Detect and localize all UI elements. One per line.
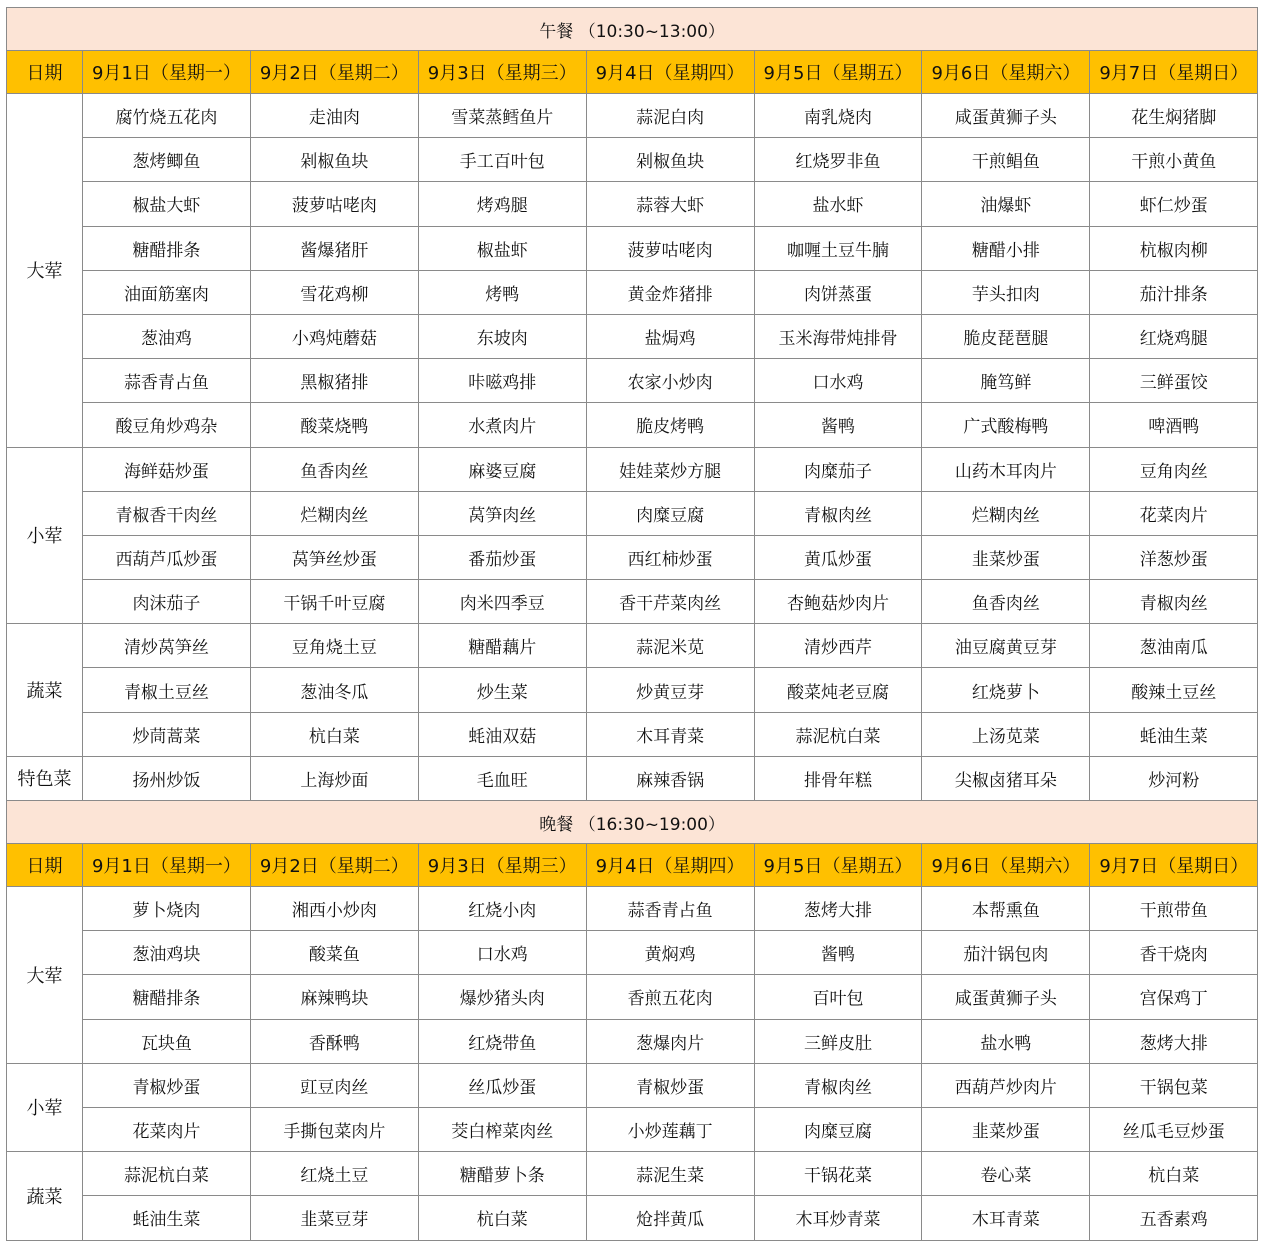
dish-cell: 走油肉 (250, 94, 418, 138)
dish-cell: 芋头扣肉 (922, 270, 1090, 314)
dish-cell: 肉糜豆腐 (586, 491, 754, 535)
category-label: 大荤 (7, 887, 83, 1064)
dish-cell: 蚝油双菇 (418, 712, 586, 756)
dish-cell: 红烧小肉 (418, 887, 586, 931)
dish-cell: 腌笃鲜 (922, 359, 1090, 403)
dish-cell: 咸蛋黄狮子头 (922, 975, 1090, 1019)
dish-row (7, 756, 1258, 800)
dish-cell: 五香素鸡 (1090, 1196, 1258, 1240)
dish-cell: 剁椒鱼块 (250, 138, 418, 182)
dish-cell: 蒜香青占鱼 (586, 887, 754, 931)
dish-cell: 盐焗鸡 (586, 314, 754, 358)
dish-cell: 三鲜蛋饺 (1090, 359, 1258, 403)
dish-cell: 咖喱土豆牛腩 (754, 226, 922, 270)
dish-cell: 丝瓜毛豆炒蛋 (1090, 1107, 1258, 1151)
dish-row (7, 94, 1258, 138)
dinner-header-row (7, 844, 1258, 887)
dish-cell: 排骨年糕 (754, 756, 922, 800)
lunch-header-row (7, 51, 1258, 94)
dish-cell: 酱鸭 (754, 931, 922, 975)
dish-cell: 炒生菜 (418, 668, 586, 712)
dish-cell: 糖醋排条 (83, 226, 251, 270)
dish-row (7, 182, 1258, 226)
dish-row (7, 931, 1258, 975)
dish-cell: 杏鲍菇炒肉片 (754, 580, 922, 624)
dish-cell: 黄金炸猪排 (586, 270, 754, 314)
dish-cell: 爆炒猪头肉 (418, 975, 586, 1019)
dish-cell: 红烧土豆 (250, 1152, 418, 1196)
dish-row (7, 270, 1258, 314)
dish-cell: 盐水虾 (754, 182, 922, 226)
dish-cell: 干煎鲳鱼 (922, 138, 1090, 182)
dish-cell: 水煮肉片 (418, 403, 586, 447)
dish-cell: 雪菜蒸鳕鱼片 (418, 94, 586, 138)
category-label: 蔬菜 (7, 624, 83, 757)
dish-cell: 香煎五花肉 (586, 975, 754, 1019)
dish-cell: 手工百叶包 (418, 138, 586, 182)
dish-cell: 炒黄豆芽 (586, 668, 754, 712)
dish-cell: 烤鸭 (418, 270, 586, 314)
dish-cell: 杭白菜 (418, 1196, 586, 1240)
dish-cell: 红烧带鱼 (418, 1019, 586, 1063)
dish-cell: 花生焖猪脚 (1090, 94, 1258, 138)
dish-cell: 木耳青菜 (922, 1196, 1090, 1240)
dish-cell: 东坡肉 (418, 314, 586, 358)
dish-cell: 炒河粉 (1090, 756, 1258, 800)
dish-cell: 韭菜炒蛋 (922, 535, 1090, 579)
dish-cell: 杭白菜 (1090, 1152, 1258, 1196)
dish-cell: 鱼香肉丝 (922, 580, 1090, 624)
dish-cell: 三鲜皮肚 (754, 1019, 922, 1063)
dish-cell: 青椒肉丝 (754, 1063, 922, 1107)
day-header: 9月1日（星期一） (83, 51, 251, 94)
dish-cell: 茭白榨菜肉丝 (418, 1107, 586, 1151)
dish-cell: 脆皮琵琶腿 (922, 314, 1090, 358)
dish-cell: 西红柿炒蛋 (586, 535, 754, 579)
dish-cell: 油爆虾 (922, 182, 1090, 226)
dish-cell: 葱烤鲫鱼 (83, 138, 251, 182)
dish-cell: 洋葱炒蛋 (1090, 535, 1258, 579)
dish-cell: 口水鸡 (418, 931, 586, 975)
dish-row (7, 1063, 1258, 1107)
dish-cell: 上海炒面 (250, 756, 418, 800)
day-header: 9月3日（星期三） (418, 844, 586, 887)
dish-cell: 红烧罗非鱼 (754, 138, 922, 182)
dish-cell: 椒盐虾 (418, 226, 586, 270)
dish-cell: 口水鸡 (754, 359, 922, 403)
dish-cell: 黑椒猪排 (250, 359, 418, 403)
dish-cell: 小鸡炖蘑菇 (250, 314, 418, 358)
dish-row (7, 138, 1258, 182)
dish-cell: 酱爆猪肝 (250, 226, 418, 270)
dish-cell: 上汤苋菜 (922, 712, 1090, 756)
dish-cell: 麻辣鸭块 (250, 975, 418, 1019)
dish-cell: 蒜泥杭白菜 (754, 712, 922, 756)
dish-cell: 蒜泥白肉 (586, 94, 754, 138)
dish-cell: 香干芹菜肉丝 (586, 580, 754, 624)
dish-cell: 肉糜豆腐 (754, 1107, 922, 1151)
dish-row (7, 314, 1258, 358)
dish-cell: 萝卜烧肉 (83, 887, 251, 931)
dish-cell: 山药木耳肉片 (922, 447, 1090, 491)
dish-cell: 菠萝咕咾肉 (586, 226, 754, 270)
dish-cell: 豆角烧土豆 (250, 624, 418, 668)
dish-cell: 番茄炒蛋 (418, 535, 586, 579)
dish-cell: 烂糊肉丝 (922, 491, 1090, 535)
day-header: 9月2日（星期二） (250, 51, 418, 94)
dish-cell: 酸菜烧鸭 (250, 403, 418, 447)
dish-cell: 瓦块鱼 (83, 1019, 251, 1063)
dish-cell: 麻辣香锅 (586, 756, 754, 800)
dish-cell: 宫保鸡丁 (1090, 975, 1258, 1019)
dish-cell: 干煎带鱼 (1090, 887, 1258, 931)
dish-cell: 糖醋萝卜条 (418, 1152, 586, 1196)
dish-cell: 卷心菜 (922, 1152, 1090, 1196)
lunch-banner-row (7, 8, 1258, 51)
dish-cell: 西葫芦炒肉片 (922, 1063, 1090, 1107)
dish-row (7, 1152, 1258, 1196)
dish-row (7, 1019, 1258, 1063)
dish-cell: 青椒炒蛋 (586, 1063, 754, 1107)
dish-cell: 青椒香干肉丝 (83, 491, 251, 535)
dish-cell: 酸菜炖老豆腐 (754, 668, 922, 712)
dish-cell: 雪花鸡柳 (250, 270, 418, 314)
date-column-header: 日期 (7, 51, 83, 94)
dish-cell: 糖醋小排 (922, 226, 1090, 270)
dish-cell: 烤鸡腿 (418, 182, 586, 226)
dish-cell: 油面筋塞肉 (83, 270, 251, 314)
dish-cell: 蒜泥杭白菜 (83, 1152, 251, 1196)
dish-cell: 蚝油生菜 (1090, 712, 1258, 756)
dish-cell: 海鲜菇炒蛋 (83, 447, 251, 491)
dish-cell: 酸辣土豆丝 (1090, 668, 1258, 712)
dish-row (7, 491, 1258, 535)
dish-cell: 豇豆肉丝 (250, 1063, 418, 1107)
dish-cell: 咔嗞鸡排 (418, 359, 586, 403)
dish-cell: 玉米海带炖排骨 (754, 314, 922, 358)
dish-cell: 农家小炒肉 (586, 359, 754, 403)
category-label: 蔬菜 (7, 1152, 83, 1240)
day-header: 9月7日（星期日） (1090, 844, 1258, 887)
dish-row (7, 580, 1258, 624)
dish-cell: 酸豆角炒鸡杂 (83, 403, 251, 447)
dish-row (7, 535, 1258, 579)
dish-cell: 干煎小黄鱼 (1090, 138, 1258, 182)
dish-cell: 肉米四季豆 (418, 580, 586, 624)
dish-cell: 莴笋丝炒蛋 (250, 535, 418, 579)
dish-cell: 百叶包 (754, 975, 922, 1019)
dish-cell: 肉糜茄子 (754, 447, 922, 491)
dish-cell: 咸蛋黄狮子头 (922, 94, 1090, 138)
dish-cell: 干锅花菜 (754, 1152, 922, 1196)
category-label: 小荤 (7, 1063, 83, 1151)
day-header: 9月4日（星期四） (586, 51, 754, 94)
dish-cell: 花菜肉片 (1090, 491, 1258, 535)
dish-cell: 葱爆肉片 (586, 1019, 754, 1063)
day-header: 9月7日（星期日） (1090, 51, 1258, 94)
day-header: 9月1日（星期一） (83, 844, 251, 887)
dish-cell: 啤酒鸭 (1090, 403, 1258, 447)
dish-row (7, 887, 1258, 931)
dish-cell: 小炒莲藕丁 (586, 1107, 754, 1151)
dish-row (7, 1196, 1258, 1240)
dish-cell: 烂糊肉丝 (250, 491, 418, 535)
dish-row (7, 1107, 1258, 1151)
dish-cell: 干锅千叶豆腐 (250, 580, 418, 624)
dish-cell: 莴笋肉丝 (418, 491, 586, 535)
dish-cell: 肉饼蒸蛋 (754, 270, 922, 314)
day-header: 9月4日（星期四） (586, 844, 754, 887)
category-label: 小荤 (7, 447, 83, 624)
dish-row (7, 403, 1258, 447)
menu-table (6, 7, 1258, 1241)
dish-cell: 脆皮烤鸭 (586, 403, 754, 447)
dish-cell: 西葫芦瓜炒蛋 (83, 535, 251, 579)
dish-cell: 干锅包菜 (1090, 1063, 1258, 1107)
dish-cell: 清炒莴笋丝 (83, 624, 251, 668)
dish-cell: 扬州炒饭 (83, 756, 251, 800)
dish-cell: 剁椒鱼块 (586, 138, 754, 182)
dish-cell: 菠萝咕咾肉 (250, 182, 418, 226)
dish-row (7, 624, 1258, 668)
dish-cell: 杭白菜 (250, 712, 418, 756)
dish-cell: 葱油南瓜 (1090, 624, 1258, 668)
dish-cell: 韭菜豆芽 (250, 1196, 418, 1240)
dish-cell: 葱油鸡块 (83, 931, 251, 975)
dish-cell: 蒜泥生菜 (586, 1152, 754, 1196)
dish-cell: 清炒西芹 (754, 624, 922, 668)
day-header: 9月2日（星期二） (250, 844, 418, 887)
day-header: 9月6日（星期六） (922, 51, 1090, 94)
dish-cell: 麻婆豆腐 (418, 447, 586, 491)
dinner-meal-title: 晚餐 （16:30~19:00） (7, 801, 1258, 844)
dish-cell: 葱油冬瓜 (250, 668, 418, 712)
dish-cell: 虾仁炒蛋 (1090, 182, 1258, 226)
dish-cell: 葱烤大排 (1090, 1019, 1258, 1063)
dish-cell: 茄汁排条 (1090, 270, 1258, 314)
dish-cell: 蒜蓉大虾 (586, 182, 754, 226)
dish-cell: 黄焖鸡 (586, 931, 754, 975)
dish-cell: 腐竹烧五花肉 (83, 94, 251, 138)
dish-cell: 手撕包菜肉片 (250, 1107, 418, 1151)
dish-cell: 黄瓜炒蛋 (754, 535, 922, 579)
date-column-header: 日期 (7, 844, 83, 887)
dish-cell: 青椒土豆丝 (83, 668, 251, 712)
dish-cell: 炒茼蒿菜 (83, 712, 251, 756)
dish-row (7, 975, 1258, 1019)
dish-cell: 茄汁锅包肉 (922, 931, 1090, 975)
day-header: 9月6日（星期六） (922, 844, 1090, 887)
dish-row (7, 712, 1258, 756)
dish-cell: 葱油鸡 (83, 314, 251, 358)
category-label: 大荤 (7, 94, 83, 448)
category-label: 特色菜 (7, 756, 83, 800)
dish-cell: 油豆腐黄豆芽 (922, 624, 1090, 668)
dish-cell: 木耳炒青菜 (754, 1196, 922, 1240)
dish-cell: 南乳烧肉 (754, 94, 922, 138)
dish-cell: 葱烤大排 (754, 887, 922, 931)
dish-cell: 椒盐大虾 (83, 182, 251, 226)
dish-cell: 蒜泥米苋 (586, 624, 754, 668)
dish-cell: 鱼香肉丝 (250, 447, 418, 491)
dish-cell: 糖醋排条 (83, 975, 251, 1019)
dish-row (7, 447, 1258, 491)
dish-cell: 花菜肉片 (83, 1107, 251, 1151)
dish-cell: 红烧鸡腿 (1090, 314, 1258, 358)
dish-cell: 炝拌黄瓜 (586, 1196, 754, 1240)
dish-cell: 酱鸭 (754, 403, 922, 447)
dish-cell: 盐水鸭 (922, 1019, 1090, 1063)
dish-cell: 本帮熏鱼 (922, 887, 1090, 931)
dish-cell: 红烧萝卜 (922, 668, 1090, 712)
dish-row (7, 668, 1258, 712)
dish-cell: 糖醋藕片 (418, 624, 586, 668)
dish-cell: 香酥鸭 (250, 1019, 418, 1063)
dish-cell: 酸菜鱼 (250, 931, 418, 975)
day-header: 9月3日（星期三） (418, 51, 586, 94)
lunch-meal-title: 午餐 （10:30~13:00） (7, 8, 1258, 51)
dish-cell: 娃娃菜炒方腿 (586, 447, 754, 491)
dish-cell: 豆角肉丝 (1090, 447, 1258, 491)
dish-cell: 蚝油生菜 (83, 1196, 251, 1240)
dinner-banner-row (7, 801, 1258, 844)
dish-cell: 木耳青菜 (586, 712, 754, 756)
dish-row (7, 226, 1258, 270)
dish-cell: 广式酸梅鸭 (922, 403, 1090, 447)
dish-cell: 青椒肉丝 (1090, 580, 1258, 624)
dish-cell: 青椒肉丝 (754, 491, 922, 535)
day-header: 9月5日（星期五） (754, 51, 922, 94)
dish-row (7, 359, 1258, 403)
dish-cell: 毛血旺 (418, 756, 586, 800)
dish-cell: 蒜香青占鱼 (83, 359, 251, 403)
day-header: 9月5日（星期五） (754, 844, 922, 887)
dish-cell: 香干烧肉 (1090, 931, 1258, 975)
dish-cell: 湘西小炒肉 (250, 887, 418, 931)
dish-cell: 杭椒肉柳 (1090, 226, 1258, 270)
dish-cell: 韭菜炒蛋 (922, 1107, 1090, 1151)
dish-cell: 肉沫茄子 (83, 580, 251, 624)
dish-cell: 尖椒卤猪耳朵 (922, 756, 1090, 800)
dish-cell: 丝瓜炒蛋 (418, 1063, 586, 1107)
dish-cell: 青椒炒蛋 (83, 1063, 251, 1107)
